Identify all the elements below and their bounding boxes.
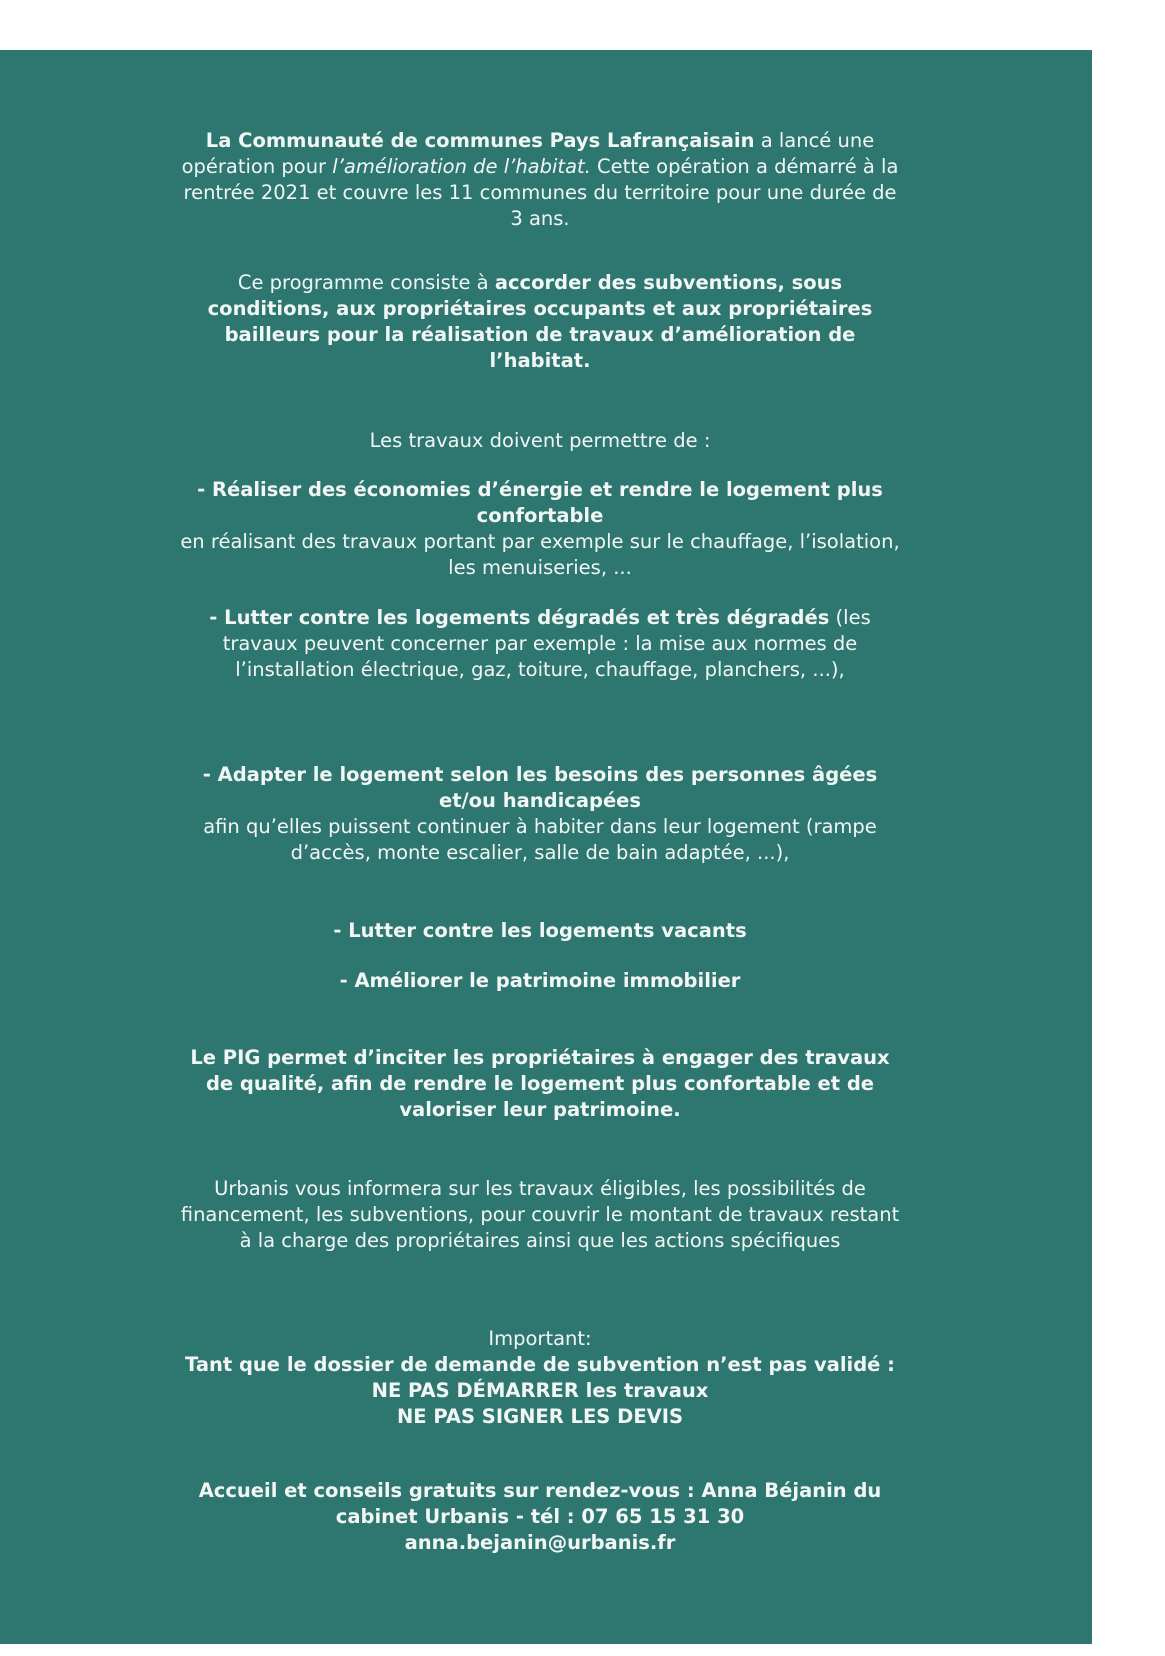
list-item	[180, 968, 900, 994]
contact-email: anna.bejanin@urbanis.fr	[404, 1531, 676, 1554]
list-item	[180, 477, 900, 581]
urbanis-paragraph: Urbanis vous informera sur les travaux éligibles, les possibilités de financement, les subventions, pour couvrir le montant de travaux restant à la charge des propriétaires ainsi que les actions spécifiques	[180, 1177, 900, 1252]
intro-paragraph	[180, 128, 900, 232]
list-item	[180, 762, 900, 866]
list-item	[180, 918, 900, 944]
important-line-2: NE PAS DÉMARRER les travaux	[371, 1379, 709, 1402]
list-item-text: (les travaux peuvent concerner par exemple : la mise aux normes de l’installation électrique, gaz, toiture, chauffage, planchers, ...),	[222, 606, 871, 681]
important-line-1: Tant que le dossier de demande de subvention n’est pas validé :	[185, 1353, 895, 1376]
important-section	[180, 1326, 900, 1430]
travaux-intro: Les travaux doivent permettre de :	[369, 429, 711, 452]
intro-text-1: a lancé une opération pour	[181, 129, 875, 178]
list-item-title: - Lutter contre les logements vacants	[333, 919, 747, 942]
important-label: Important:	[488, 1327, 592, 1350]
list-item-text: afin qu’elles puissent continuer à habiter dans leur logement (rampe d’accès, monte escalier, salle de bain adaptée, ...),	[203, 815, 877, 864]
list-item-title: - Lutter contre les logements dégradés et très dégradés	[209, 606, 830, 629]
list-item	[180, 605, 900, 683]
program-paragraph	[180, 270, 900, 374]
list-item-title: - Réaliser des économies d’énergie et rendre le logement plus confortable	[197, 478, 883, 527]
list-item-title: - Adapter le logement selon les besoins des personnes âgées et/ou handicapées	[202, 763, 878, 812]
program-lead: Ce programme consiste à	[237, 271, 495, 294]
program-bold: accorder des subventions, sous conditions, aux propriétaires occupants et aux propriétaires bailleurs pour la réalisation de travaux d’amélioration de l’habitat.	[207, 271, 873, 372]
important-line-3: NE PAS SIGNER LES DEVIS	[396, 1405, 684, 1428]
contact-text: Accueil et conseils gratuits sur rendez-vous : Anna Béjanin du cabinet Urbanis	[198, 1479, 882, 1528]
intro-italic: l’amélioration de l’habitat.	[332, 155, 591, 178]
intro-organization: La Communauté de communes Pays Lafrançaisain	[205, 129, 755, 152]
list-item-title: - Améliorer le patrimoine immobilier	[339, 969, 741, 992]
contact-section	[180, 1478, 900, 1556]
intro-text-2: Cette opération a démarré à la rentrée 2021 et couvre les 11 communes du territoire pour une durée de 3 ans.	[183, 155, 899, 230]
list-item-text: en réalisant des travaux portant par exemple sur le chauffage, l’isolation, les menuiseries, ...	[180, 530, 900, 579]
contact-phone: - tél : 07 65 15 31 30	[515, 1505, 745, 1528]
pig-paragraph: Le PIG permet d’inciter les propriétaires à engager des travaux de qualité, afin de rendre le logement plus confortable et de valoriser leur patrimoine.	[190, 1046, 890, 1121]
